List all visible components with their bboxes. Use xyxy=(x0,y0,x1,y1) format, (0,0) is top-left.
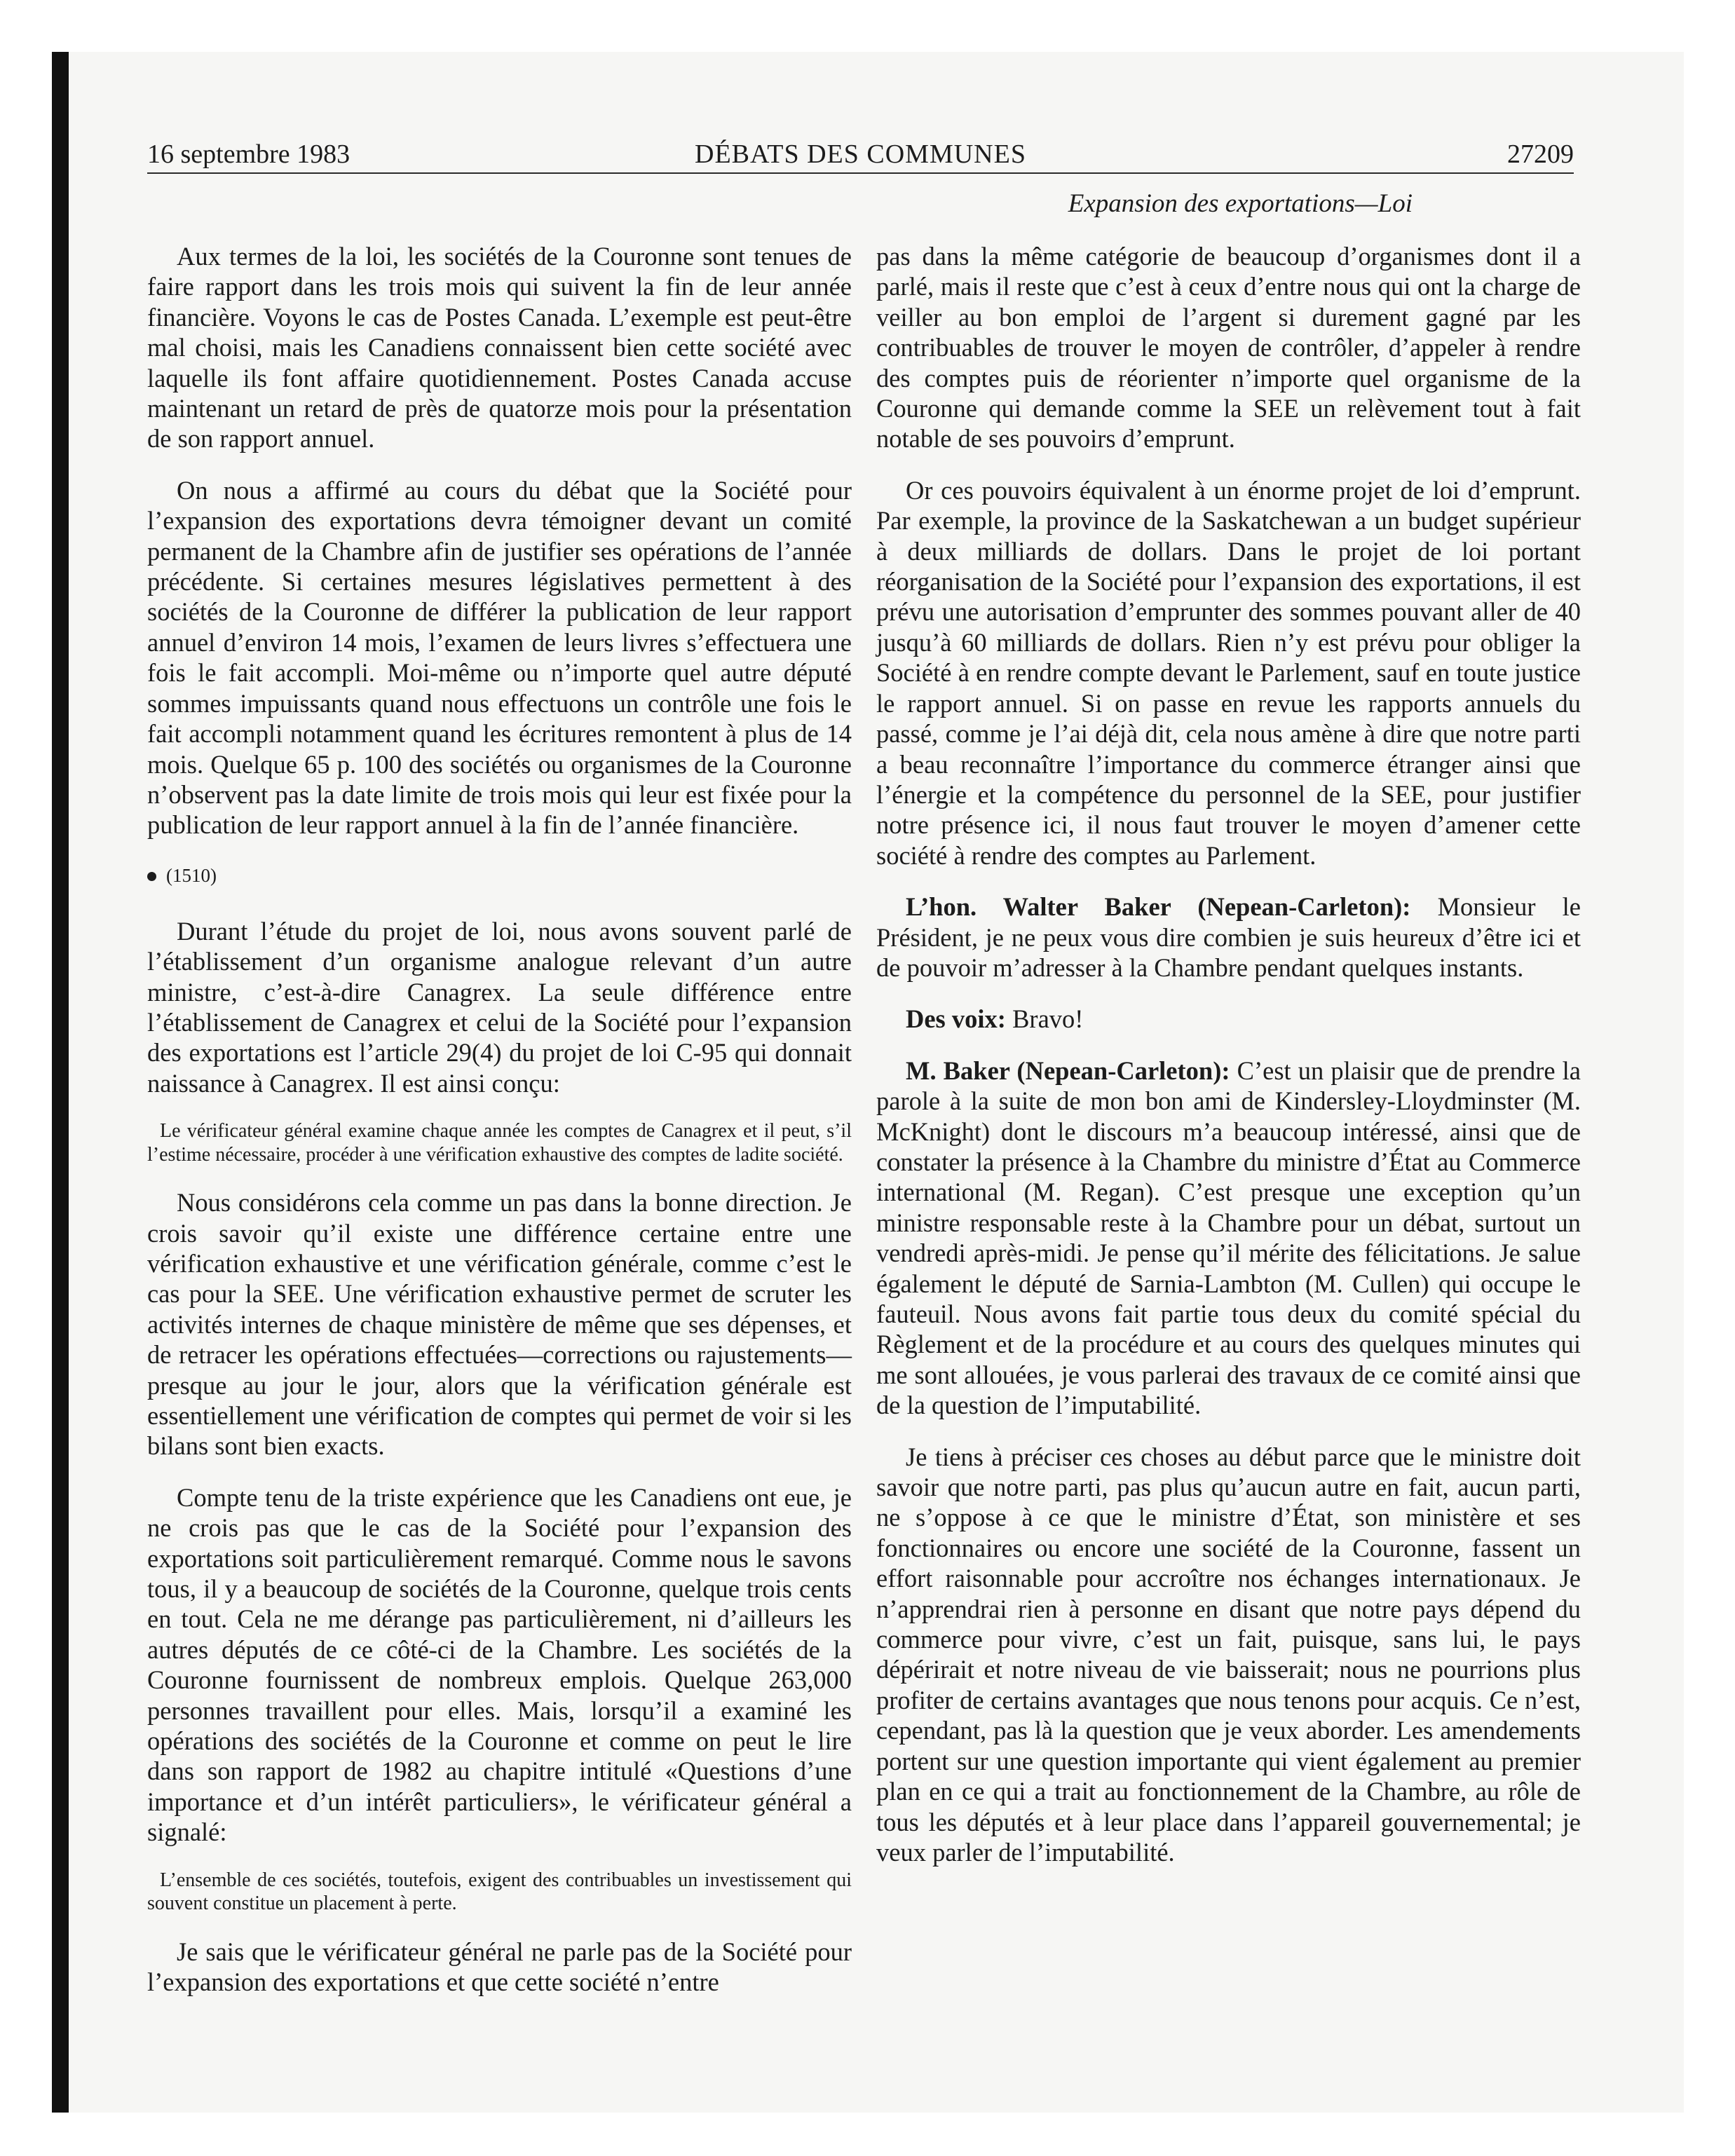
speech-paragraph xyxy=(876,1056,1581,1421)
speech-paragraph xyxy=(876,892,1581,983)
scan-border xyxy=(52,52,69,2113)
speech-text: Monsieur le Président, je ne peux vous dire combien je suis heureux d’être ici et de pouvoir m’adresser à la Chambre pendant quelques instants. xyxy=(876,892,1581,982)
header-date: 16 septembre 1983 xyxy=(147,139,351,169)
speech-text: C’est un plaisir que de prendre la parole à la suite de mon bon ami de Kindersley-Lloydminster (M. McKnight) dont le discours m’a beaucoup intéressé, ainsi que de constater la présence à la Chambre du ministre d’État au Commerce international (M. Regan). C’est presque une exception qu’un ministre responsable reste à la Chambre pour un débat, surtout un vendredi après-midi. Je pense qu’il mérite des félicitations. Je salue également le député de Sarnia-Lambton (M. Cullen) qui occupe le fauteuil. Nous avons fait partie tous deux du comité spécial du Règlement et de la procédure et au cours des quelques minutes qui me sont allouées, je vous parlerai des travaux de ce comité ainsi que de la question de l’imputabilité. xyxy=(876,1056,1581,1420)
right-column xyxy=(876,231,1581,1888)
left-column xyxy=(147,231,852,2019)
speaker-name: Des voix: xyxy=(906,1004,1006,1034)
paragraph: pas dans la même catégorie de beaucoup d’organismes dont il a parlé, mais il reste que c’est à ceux d’entre nous qui ont la charge de veiller au bon emploi de l’argent si durement gagné par les contribuables de trouver le moyen de contrôler, d’appeler à rendre des comptes puis de réorienter n’importe quel organisme de la Couronne qui demande comme la SEE un relèvement tout à fait notable de ses pouvoirs d’emprunt. xyxy=(876,242,1581,453)
header-page-number: 27209 xyxy=(1507,139,1574,169)
paragraph: Or ces pouvoirs équivalent à un énorme projet de loi d’emprunt. Par exemple, la province de la Saskatchewan a un budget supérieur à deux milliards de dollars. Dans le projet de loi portant réorganisation de la Société pour l’expansion des exportations, il est prévu une autorisation d’emprunter des sommes pouvant aller de 40 jusqu’à 60 milliards de dollars. Rien n’y est prévu pour obliger la Société à en rendre compte devant le Parlement, sauf en toute justice le rapport annuel. Si on passe en revue les rapports annuels du passé, comme je l’ai déjà dit, cela nous amène à dire que notre parti a beau reconnaître l’importance du commerce étranger ainsi que l’énergie et la compétence du personnel de la SEE, pour justifier notre présence ici, il nous faut trouver le moyen d’amener cette société à rendre des comptes au Parlement. xyxy=(876,475,1581,870)
header-title: DÉBATS DES COMMUNES xyxy=(695,139,1026,169)
paragraph: Nous considérons cela comme un pas dans la bonne direction. Je crois savoir qu’il existe une différence certaine entre une vérification exhaustive et une vérification générale, comme c’est le cas pour la SEE. Une vérification exhaustive permet de scruter les activités internes de chaque ministère de même que ses dépenses, et de retracer les opérations effectuées—corrections ou rajustements—presque au jour le jour, alors que la vérification générale est essentiellement une vérification de comptes qui permet de voir si les bilans sont bien exacts. xyxy=(147,1188,852,1461)
page-header xyxy=(147,136,1574,174)
block-quote: Le vérificateur général examine chaque année les comptes de Canagrex et il peut, s’il l’estime nécessaire, procéder à une vérification exhaustive des comptes de ladite société. xyxy=(147,1120,852,1166)
paragraph: On nous a affirmé au cours du débat que la Société pour l’expansion des exportations devra témoigner devant un comité permanent de la Chambre afin de justifier ses opérations de l’année précédente. Si certaines mesures législatives permettent à des sociétés de la Couronne de différer la publication de leur rapport annuel d’environ 14 mois, l’examen de leurs livres s’effectuera une fois le fait accompli. Moi-même ou n’importe quel autre député sommes impuissants quand nous effectuons un contrôle une fois le fait accompli notamment quand les écritures remontent à plus de 14 mois. Quelque 65 p. 100 des sociétés ou organismes de la Couronne n’observent pas la date limite de trois mois qui leur est fixée pour la publication de leur rapport annuel à la fin de l’année financière. xyxy=(147,475,852,840)
paragraph: Compte tenu de la triste expérience que les Canadiens ont eue, je ne crois pas que le cas de la Société pour l’expansion des exportations soit particulièrement remarqué. Comme nous le savons tous, il y a beaucoup de sociétés de la Couronne, quelque trois cents en tout. Cela ne me dérange pas particulièrement, ni d’ailleurs les autres députés de ce côté-ci de la Chambre. Les sociétés de la Couronne fournissent de nombreux emplois. Quelque 263,000 personnes travaillent pour elles. Mais, lorsqu’il a examiné les opérations des sociétés de la Couronne et comme on peut le lire dans son rapport de 1982 au chapitre intitulé «Questions d’une importance et d’un intérêt particuliers», le vérificateur général a signalé: xyxy=(147,1482,852,1847)
timestamp: (1510) xyxy=(166,864,217,886)
running-title: Expansion des exportations—Loi xyxy=(1068,189,1413,218)
bullet-icon xyxy=(147,872,156,881)
paragraph: Aux termes de la loi, les sociétés de la Couronne sont tenues de faire rapport dans les trois mois qui suivent la fin de leur année financière. Voyons le cas de Postes Canada. L’exemple est peut-être mal choisi, mais les Canadiens connaissent bien cette société avec laquelle ils font affaire quotidiennement. Postes Canada accuse maintenant un retard de près de quatorze mois pour la présentation de son rapport annuel. xyxy=(147,242,852,453)
paragraph: Je sais que le vérificateur général ne parle pas de la Société pour l’expansion des exportations et que cette société n’entre xyxy=(147,1937,852,1997)
speaker-name: L’hon. Walter Baker (Nepean-Carleton): xyxy=(906,892,1411,922)
block-quote: L’ensemble de ces sociétés, toutefois, exigent des contribuables un investissement qui souvent constitue un placement à perte. xyxy=(147,1869,852,1915)
speech-paragraph xyxy=(876,1004,1581,1034)
speaker-name: M. Baker (Nepean-Carleton): xyxy=(906,1056,1230,1085)
timestamp-marker xyxy=(147,861,852,889)
paragraph: Durant l’étude du projet de loi, nous avons souvent parlé de l’établissement d’un organisme analogue relevant d’un autre ministre, c’est-à-dire Canagrex. La seule différence entre l’établissement de Canagrex et celui de la Société pour l’expansion des exportations est l’article 29(4) du projet de loi C-95 qui donnait naissance à Canagrex. Il est ainsi conçu: xyxy=(147,916,852,1098)
speech-text: Bravo! xyxy=(1005,1004,1084,1034)
paragraph: Je tiens à préciser ces choses au début parce que le ministre doit savoir que notre parti, pas plus qu’aucun autre en fait, aucun parti, ne s’oppose à ce que le ministre d’État, son ministère et ses fonctionnaires ou encore une société de la Couronne, fassent un effort raisonnable pour accroître nos échanges internationaux. Je n’apprendrai rien à personne en disant que notre pays dépend du commerce pour vivre, c’est un fait, puisque, sans lui, le pays dépérirait et notre niveau de vie baisserait; nous ne pourrions plus profiter de certains avantages que nous tenons pour acquis. Ce n’est, cependant, pas là la question que je veux aborder. Les amendements portent sur une question importante qui vient également au premier plan en ce qui a trait au fonctionnement de la Chambre, au rôle de tous les députés et à leur place dans l’appareil gouvernemental; je veux parler de l’imputabilité. xyxy=(876,1442,1581,1867)
